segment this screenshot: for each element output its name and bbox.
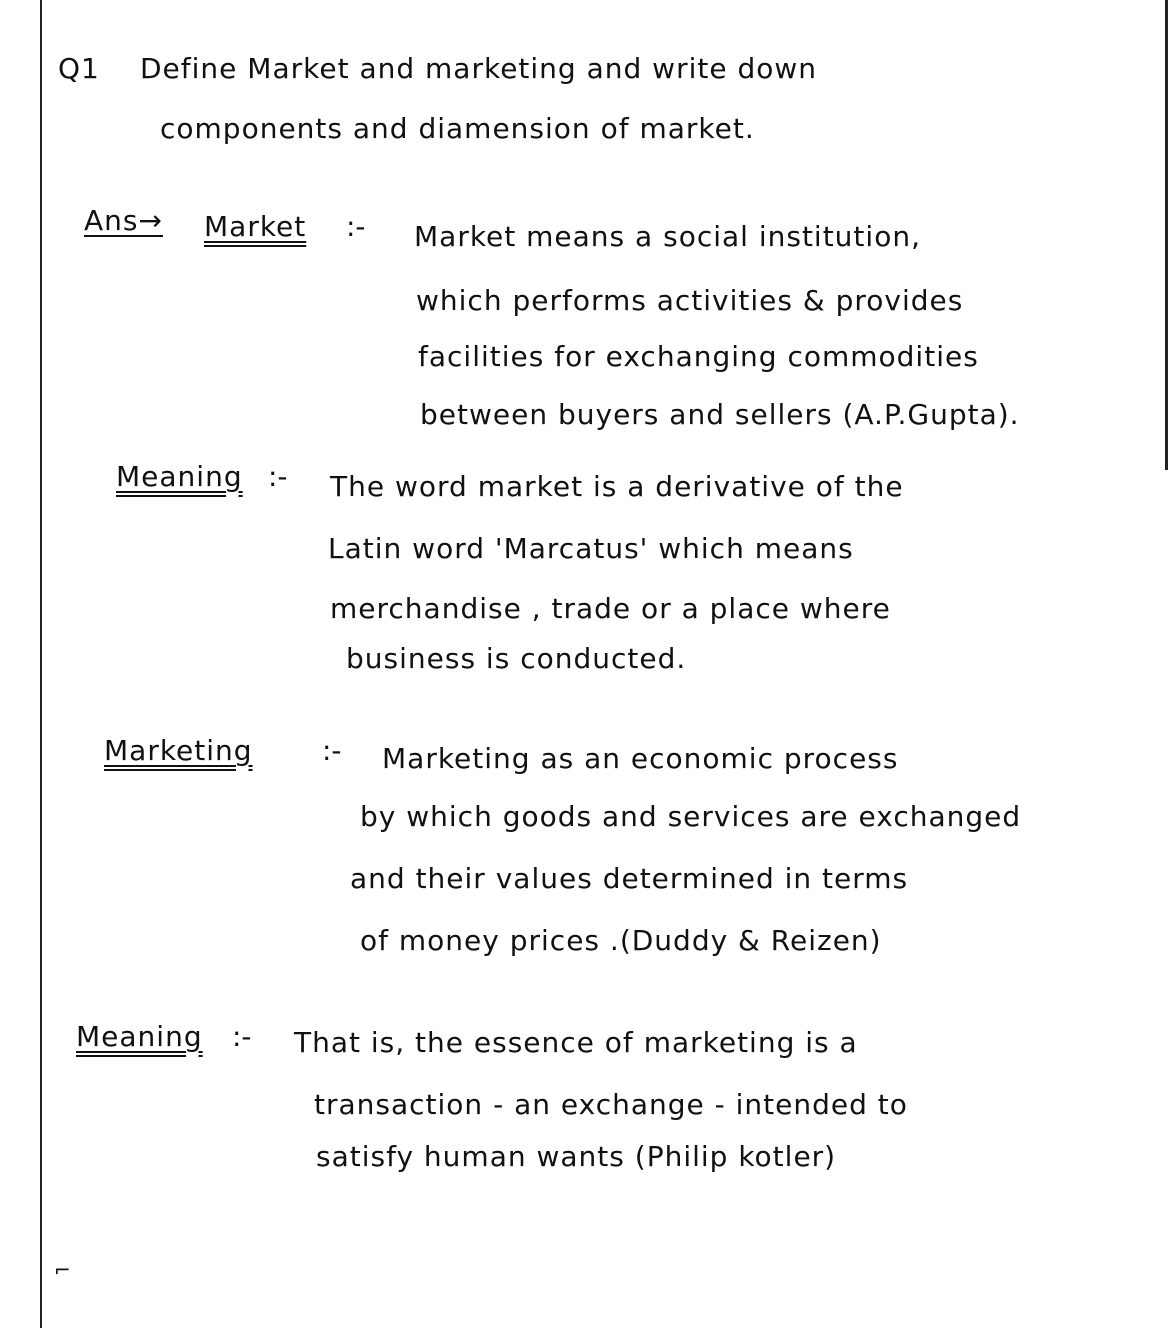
market-label: Market [204,210,307,243]
market-meaning-line-3: merchandise , trade or a place where [330,592,891,625]
market-label-suffix: :- [346,210,366,243]
question-number: Q1 [58,52,100,85]
market-meaning-line-1: The word market is a derivative of the [330,470,904,503]
market-meaning-line-2: Latin word 'Marcatus' which means [328,532,854,565]
question-line-1: Define Market and marketing and write down [140,52,818,85]
marketing-meaning-line-2: transaction - an exchange - intended to [314,1088,908,1121]
marketing-line-2: by which goods and services are exchanged [360,800,1022,833]
market-meaning-line-4: business is conducted. [346,642,687,675]
market-meaning-label: Meaning [116,460,243,493]
market-line-3: facilities for exchanging commodities [418,340,979,373]
margin-line [40,0,42,1328]
market-line-1: Market means a social institution, [414,220,921,253]
market-line-4: between buyers and sellers (A.P.Gupta). [420,398,1020,431]
marketing-line-4: of money prices .(Duddy & Reizen) [360,924,882,957]
marketing-meaning-label: Meaning [76,1020,203,1053]
marketing-line-3: and their values determined in terms [350,862,909,895]
right-margin-line [1165,0,1168,470]
question-line-2: components and diamension of market. [160,112,755,145]
market-line-2: which performs activities & provides [416,284,964,317]
marketing-meaning-line-1: That is, the essence of marketing is a [294,1026,858,1059]
marketing-meaning-line-3: satisfy human wants (Philip kotler) [316,1140,837,1173]
marketing-meaning-suffix: :- [232,1020,252,1053]
marketing-label-suffix: :- [322,734,342,767]
marketing-label: Marketing [104,734,253,767]
marketing-line-1: Marketing as an economic process [382,742,899,775]
market-meaning-suffix: :- [268,460,288,493]
answer-prefix: Ans→ [84,204,163,237]
stray-pen-mark: ⌐ [54,1258,71,1282]
